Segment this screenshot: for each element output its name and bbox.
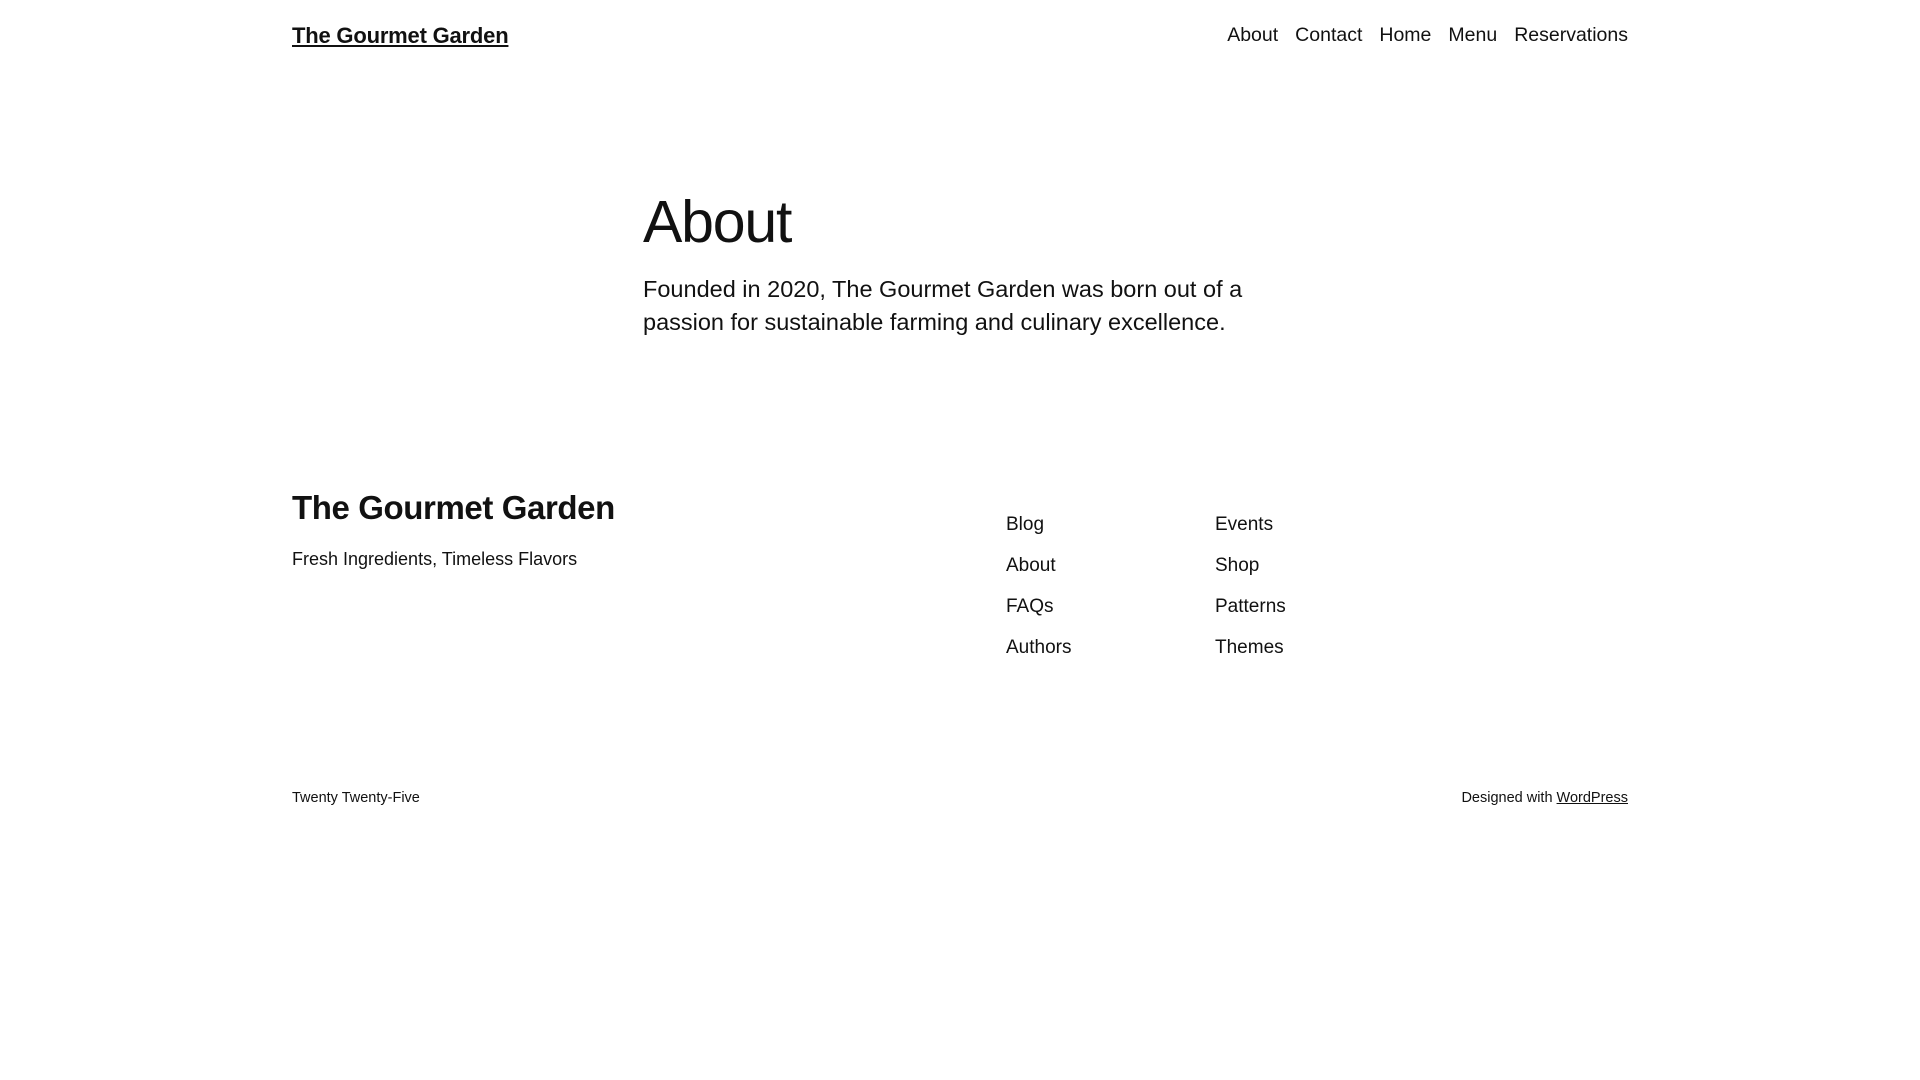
nav-item-reservations[interactable]: Reservations: [1514, 24, 1628, 47]
main-navigation: [1227, 26, 1628, 46]
nav-item-about[interactable]: About: [1227, 24, 1279, 47]
footer-tagline: Fresh Ingredients, Timeless Flavors: [292, 549, 578, 570]
footer-credit: [1461, 791, 1628, 806]
footer-link-authors[interactable]: Authors: [1006, 637, 1072, 658]
footer-column-one: [1006, 515, 1171, 657]
footer-link-about[interactable]: About: [1006, 555, 1056, 576]
nav-item-contact[interactable]: Contact: [1295, 24, 1363, 47]
footer-bottom: [292, 791, 1628, 806]
footer-link-faqs[interactable]: FAQs: [1006, 596, 1054, 617]
footer-credit-link[interactable]: WordPress: [1556, 790, 1628, 806]
site-title[interactable]: The Gourmet Garden: [292, 23, 509, 48]
footer-column-two: [1215, 515, 1380, 657]
footer-link-events[interactable]: Events: [1215, 514, 1274, 535]
footer-top: [292, 490, 1628, 657]
footer-link-blog[interactable]: Blog: [1006, 514, 1045, 535]
site-header: [0, 0, 1920, 72]
footer-link-themes[interactable]: Themes: [1215, 637, 1284, 658]
nav-item-home[interactable]: Home: [1379, 24, 1432, 47]
footer-link-shop[interactable]: Shop: [1215, 555, 1260, 576]
nav-item-menu[interactable]: Menu: [1448, 24, 1498, 47]
footer-site-title: The Gourmet Garden: [292, 489, 615, 526]
footer-link-columns: [1006, 515, 1380, 657]
page-title: About: [643, 189, 792, 255]
footer-brand: [292, 490, 615, 572]
main-content: [0, 190, 1920, 340]
footer-credit-prefix: Designed with: [1461, 790, 1557, 806]
footer-link-patterns[interactable]: Patterns: [1215, 596, 1286, 617]
site-footer: [0, 490, 1920, 806]
footer-theme-name: Twenty Twenty-Five: [292, 790, 420, 806]
page-intro-paragraph: Founded in 2020, The Gourmet Garden was born out of a passion for sustainable farming and culinary excellence.: [643, 275, 1243, 336]
content-container: [643, 190, 1343, 340]
